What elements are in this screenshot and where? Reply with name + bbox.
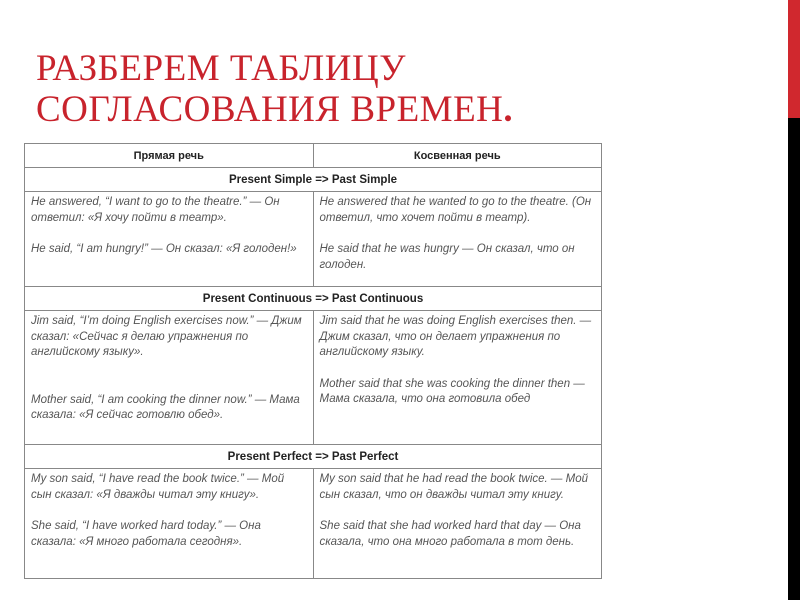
example: My son said that he had read the book twice. — Мой сын сказал, что он дважды читал эту книгу. bbox=[319, 473, 588, 501]
section-heading: Present Perfect => Past Perfect bbox=[25, 445, 602, 469]
indirect-cell bbox=[313, 311, 602, 445]
accent-bar-red bbox=[788, 0, 800, 118]
section-heading: Present Simple => Past Simple bbox=[25, 168, 602, 192]
example: Jim said, “I’m doing English exercises now.” — Джим сказал: «Сейчас я делаю упражнения по английскому языку». bbox=[31, 315, 302, 358]
example: Mother said that she was cooking the dinner then — Мама сказала, что она готовила обед bbox=[319, 377, 585, 405]
section-row bbox=[25, 168, 602, 192]
example: He said that he was hungry — Он сказал, что он голоден. bbox=[319, 243, 575, 271]
table-row bbox=[25, 311, 602, 445]
example: Jim said that he was doing English exercises then. — Джим сказал, что он делает упражнения по английскому языку. bbox=[319, 315, 592, 358]
example: She said that she had worked hard that day — Она сказала, что она много работала в тот день. bbox=[319, 520, 581, 548]
slide-title bbox=[36, 48, 513, 130]
example: He answered, “I want to go to the theatre.” — Он ответил: «Я хочу пойти в театр». bbox=[31, 196, 280, 224]
title-line-2: СОГЛАСОВАНИЯ ВРЕМЕН bbox=[36, 89, 504, 130]
title-line-1: РАЗБЕРЕМ ТАБЛИЦУ bbox=[36, 48, 406, 89]
indirect-cell bbox=[313, 192, 602, 287]
direct-cell bbox=[25, 469, 314, 579]
section-row bbox=[25, 445, 602, 469]
section-row bbox=[25, 287, 602, 311]
example: She said, “I have worked hard today.” — Она сказала: «Я много работала сегодня». bbox=[31, 520, 261, 548]
direct-cell bbox=[25, 311, 314, 445]
direct-cell bbox=[25, 192, 314, 287]
example: He answered that he wanted to go to the theatre. (Он ответил, что хочет пойти в театр). bbox=[319, 196, 592, 224]
header-direct-speech: Прямая речь bbox=[25, 144, 314, 168]
table-row bbox=[25, 192, 602, 287]
header-row bbox=[25, 144, 602, 168]
example: He said, “I am hungry!” — Он сказал: «Я голоден!» bbox=[31, 243, 297, 255]
title-dot: . bbox=[503, 89, 514, 130]
example: Mother said, “I am cooking the dinner now.” — Мама сказала: «Я сейчас готовлю обед». bbox=[31, 393, 300, 421]
example: My son said, “I have read the book twice.” — Мой сын сказал: «Я дважды читал эту книгу». bbox=[31, 473, 285, 501]
table-row bbox=[25, 469, 602, 579]
header-indirect-speech: Косвенная речь bbox=[313, 144, 602, 168]
indirect-cell bbox=[313, 469, 602, 579]
accent-bar-black bbox=[788, 118, 800, 600]
sequence-of-tenses-table bbox=[24, 143, 602, 579]
section-heading: Present Continuous => Past Continuous bbox=[25, 287, 602, 311]
